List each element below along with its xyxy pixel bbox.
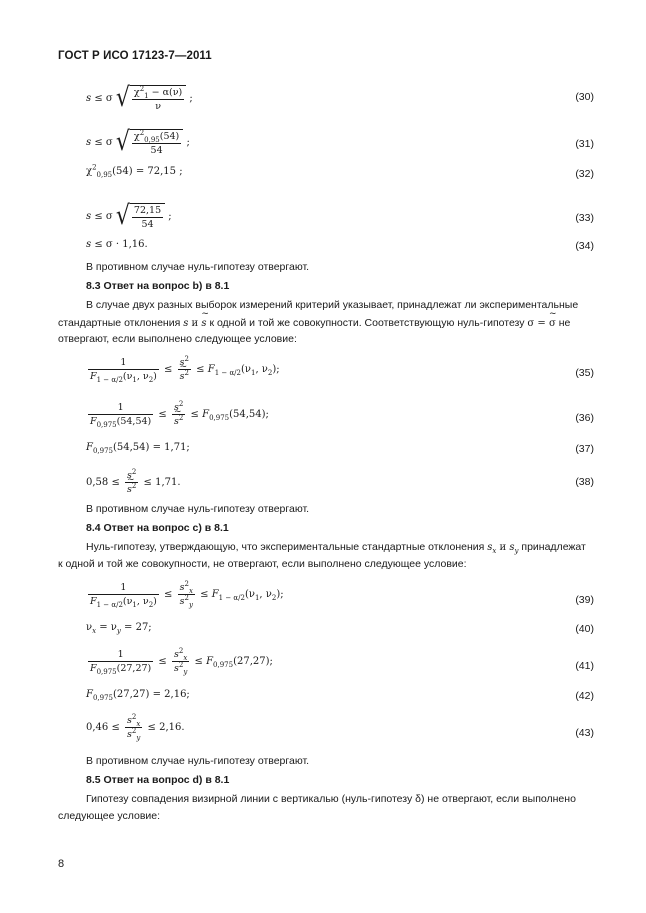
- paragraph: В противном случае нуль-гипотезу отвергают.: [86, 755, 310, 767]
- equation-number: (42): [575, 690, 594, 702]
- equation-number: (37): [575, 443, 594, 455]
- equation-35: $\frac{1}{F_{1 - \alpha/2}(\nu_1, \nu_2)}$ ≤ $s^2$ ~ $s^2$ ≤ $F_{1 - \alpha/2}(\nu_1$, $\nu_2$);: [86, 357, 280, 382]
- paragraph-line: к одной и той же совокупности, не отвергают, если выполнено следующее условие:: [58, 558, 467, 570]
- equation-32: $\chi^2_{0,95}(54) = 72,15$ ;: [86, 163, 183, 179]
- equation-34: s ≤ σ · 1,16.: [86, 239, 148, 250]
- section-heading-8-5: 8.5 Ответ на вопрос d) в 8.1: [86, 774, 230, 786]
- paragraph-text: к одной и той же совокупности. Соответствующую нуль-гипотезу: [209, 317, 525, 329]
- equation-43: 0,46 ≤ $\frac{s^2_x}{s^2_y}$ ≤ 2,16.: [86, 712, 185, 742]
- equation-38: 0,58 ≤ $s^2$ ~ $s^2$ ≤ 1,71.: [86, 470, 181, 495]
- equation-36: $\frac{1}{F_{0,975}(54,54)}$ ≤ $s^2$ ~ $s^2$ ≤ $F_{0,975}(54,54)$;: [86, 402, 269, 427]
- paragraph-line: Нуль-гипотезу, утверждающую, что экспериментальные стандартные отклонения $s_x$ и $s_y$ принадлежат: [86, 541, 586, 555]
- equation-number: (41): [575, 660, 594, 672]
- section-heading-8-3: 8.3 Ответ на вопрос b) в 8.1: [86, 280, 230, 292]
- equation-number: (31): [575, 138, 594, 150]
- paragraph: В случае двух разных выборок измерений критерий указывает, принадлежат ли экспериментальные: [86, 299, 579, 311]
- equation-number: (40): [575, 623, 594, 635]
- equation-39: $\frac{1}{F_{1 - \alpha/2}(\nu_1, \nu_2)}$ ≤ $\frac{s^2_x}{s^2_y}$ ≤ $F_{1 - \alpha/2}(\nu_1$, $\nu_2$);: [90, 579, 284, 609]
- equation-33: s ≤ σ √ $\frac{72,15}{54}$ ;: [86, 200, 172, 231]
- equation-41: $\frac{1}{F_{0,975}(27,27)}$ ≤ $\frac{s^2_x}{s^2_y}$ ≤ $F_{0,975}(27,27)$;: [90, 646, 273, 676]
- equation-40: $\nu_x = \nu_y = 27$;: [86, 622, 152, 635]
- equation-number: (39): [575, 594, 594, 606]
- equation-30: s ≤ σ √ $\frac{\chi^2_1 - \alpha(\nu)}{\nu}$ ;: [86, 82, 193, 113]
- paragraph-line: отвергают, если выполнено следующее условие:: [58, 333, 297, 345]
- equation-number: (33): [575, 212, 594, 224]
- section-heading-8-4: 8.4 Ответ на вопрос с) в 8.1: [86, 522, 229, 534]
- paragraph-text: не: [558, 317, 571, 329]
- paragraph-line: стандартные отклонения s и ~ s к одной и той же совокупности. Соответствующую нуль-гипотезу σ = ~ σ не: [58, 317, 570, 329]
- page-number: 8: [58, 858, 65, 870]
- equation-number: (35): [575, 367, 594, 379]
- document-header: ГОСТ Р ИСО 17123-7—2011: [58, 50, 212, 62]
- paragraph: В противном случае нуль-гипотезу отвергают.: [86, 503, 310, 515]
- equation-number: (30): [575, 91, 594, 103]
- paragraph: Гипотезу совпадения визирной линии с вертикалью (нуль-гипотезу δ) не отвергают, если выполнено: [86, 793, 576, 805]
- equation-31: s ≤ σ √ $\frac{\chi^2_{0,95}(54)}{54}$ ;: [86, 126, 190, 157]
- paragraph: В противном случае нуль-гипотезу отвергают.: [86, 261, 310, 273]
- paragraph-text: стандартные отклонения: [58, 317, 181, 329]
- paragraph-text: принадлежат: [521, 541, 586, 553]
- equation-number: (32): [575, 168, 594, 180]
- equation-number: (43): [575, 727, 594, 739]
- paragraph-text: Нуль-гипотезу, утверждающую, что экспериментальные стандартные отклонения: [86, 541, 485, 553]
- equation-number: (34): [575, 240, 594, 252]
- equation-42: $F_{0,975}(27,27) = 2,16$;: [86, 689, 190, 702]
- paragraph-line: следующее условие:: [58, 810, 161, 822]
- equation-37: $F_{0,975}(54,54) = 1,71$;: [86, 442, 190, 455]
- equation-number: (38): [575, 476, 594, 488]
- equation-number: (36): [575, 412, 594, 424]
